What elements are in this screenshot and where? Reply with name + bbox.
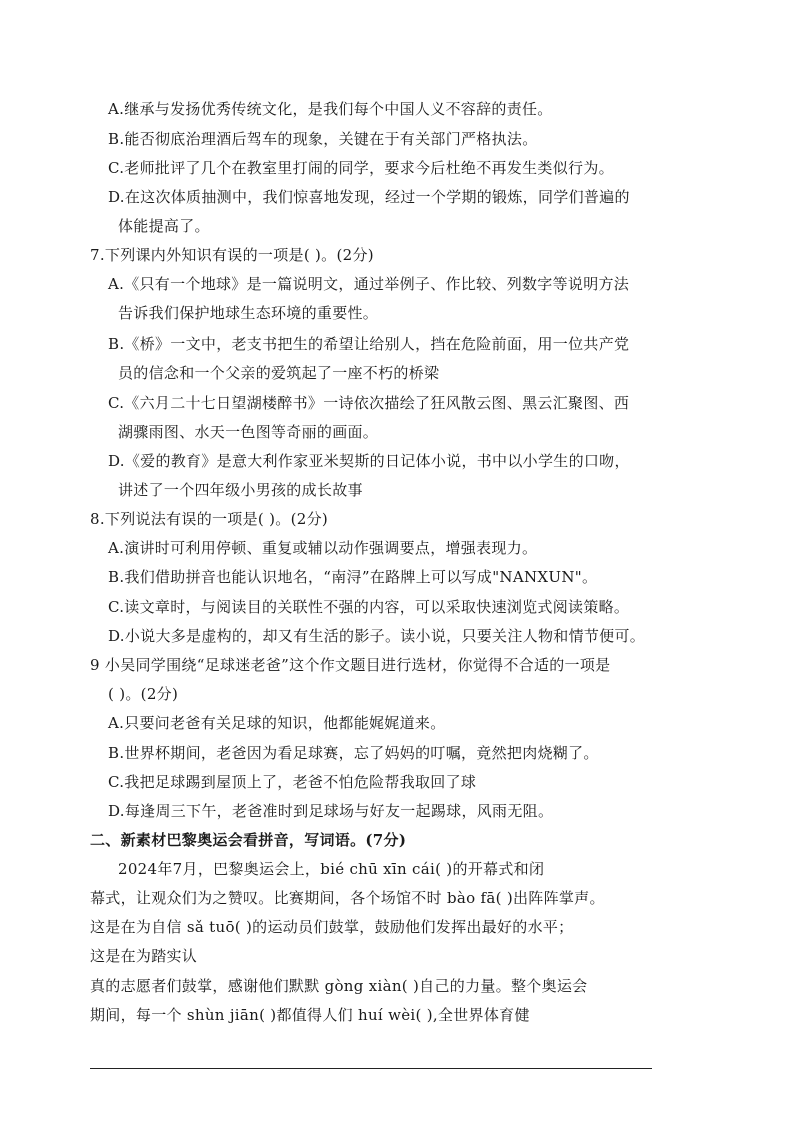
q7-option-a-cont: 告诉我们保护地球生态环境的重要性。 bbox=[118, 304, 379, 322]
q7-option-d: D.《爱的教育》是意大利作家亚米契斯的日记体小说，书中以小学生的口吻， bbox=[108, 452, 630, 470]
q7-option-c: C.《六月二十七日望湖楼醉书》一诗依次描绘了狂风散云图、黑云汇聚图、西 bbox=[108, 394, 630, 412]
q8-option-a: A.演讲时可利用停顿、重复或辅以动作强调要点，增强表现力。 bbox=[108, 539, 538, 557]
q9-option-a: A.只要问老爸有关足球的知识，他都能娓娓道来。 bbox=[108, 714, 446, 732]
q7-option-c-cont: 湖骤雨图、水天一色图等奇丽的画面。 bbox=[118, 423, 379, 441]
q9-option-b: B.世界杯期间，老爸因为看足球赛，忘了妈妈的叮嘱，竟然把肉烧糊了。 bbox=[108, 744, 599, 762]
section2-para-line1: 2024年7月，巴黎奥运会上，bié chū xīn cái( )的开幕式和闭 bbox=[118, 860, 545, 878]
q7-option-a: A.《只有一个地球》是一篇说明文，通过举例子、作比较、列数字等说明方法 bbox=[108, 275, 630, 293]
q8-option-c: C.读文章时，与阅读目的关联性不强的内容，可以采取快速浏览式阅读策略。 bbox=[108, 598, 630, 616]
section2-para-line3: 这是在为自信 sǎ tuō( )的运动员们鼓掌，鼓励他们发挥出最好的水平； bbox=[90, 918, 574, 936]
q9-option-c: C.我把足球踢到屋顶上了，老爸不怕危险帮我取回了球 bbox=[108, 773, 477, 791]
q7-option-d-cont: 讲述了一个四年级小男孩的成长故事 bbox=[118, 481, 363, 499]
q7-stem: 7.下列课内外知识有误的一项是( )。(2分) bbox=[90, 246, 374, 264]
q6-option-a: A.继承与发扬优秀传统文化，是我们每个中国人义不容辞的责任。 bbox=[108, 100, 553, 118]
q8-option-d: D.小说大多是虚构的，却又有生活的影子。读小说，只要关注人物和情节便可。 bbox=[108, 627, 646, 645]
footer-divider bbox=[90, 1068, 652, 1069]
section2-para-line5: 真的志愿者们鼓掌，感谢他们默默 gòng xiàn( )自己的力量。整个奥运会 bbox=[90, 977, 588, 995]
q7-option-b-cont: 员的信念和一个父亲的爱筑起了一座不朽的桥梁 bbox=[118, 364, 440, 382]
q8-option-b: B.我们借助拼音也能认识地名，“南浔”在路牌上可以写成"NANXUN"。 bbox=[108, 568, 598, 586]
q9-stem: 9 小吴同学围绕“足球迷老爸”这个作文题目进行选材，你觉得不合适的一项是 bbox=[90, 656, 611, 674]
q6-option-b: B.能否彻底治理酒后驾车的现象，关键在于有关部门严格执法。 bbox=[108, 130, 538, 148]
q6-option-c: C.老师批评了几个在教室里打闹的同学，要求今后杜绝不再发生类似行为。 bbox=[108, 159, 614, 177]
q7-option-b: B.《桥》一文中，老支书把生的希望让给别人，挡在危险前面，用一位共产党 bbox=[108, 335, 630, 353]
q8-stem: 8.下列说法有误的一项是( )。(2分) bbox=[90, 510, 329, 528]
section2-para-line6: 期间，每一个 shùn jiān( )都值得人们 huí wèi( ),全世界体育健 bbox=[90, 1006, 530, 1024]
section2-para-line2: 幕式，让观众们为之赞叹。比赛期间，各个场馆不时 bào fā( )出阵阵掌声。 bbox=[90, 889, 605, 907]
q6-option-d-cont: 体能提高了。 bbox=[118, 217, 210, 235]
section2-para-line4: 这是在为踏实认 bbox=[90, 947, 198, 965]
q6-option-d: D.在这次体质抽测中，我们惊喜地发现，经过一个学期的锻炼，同学们普遍的 bbox=[108, 188, 630, 206]
q9-stem-cont: ( )。(2分) bbox=[108, 685, 179, 703]
section2-title: 二、新素材巴黎奥运会看拼音，写词语。(7分) bbox=[90, 831, 407, 849]
q9-option-d: D.每逢周三下午，老爸准时到足球场与好友一起踢球，风雨无阻。 bbox=[108, 802, 554, 820]
